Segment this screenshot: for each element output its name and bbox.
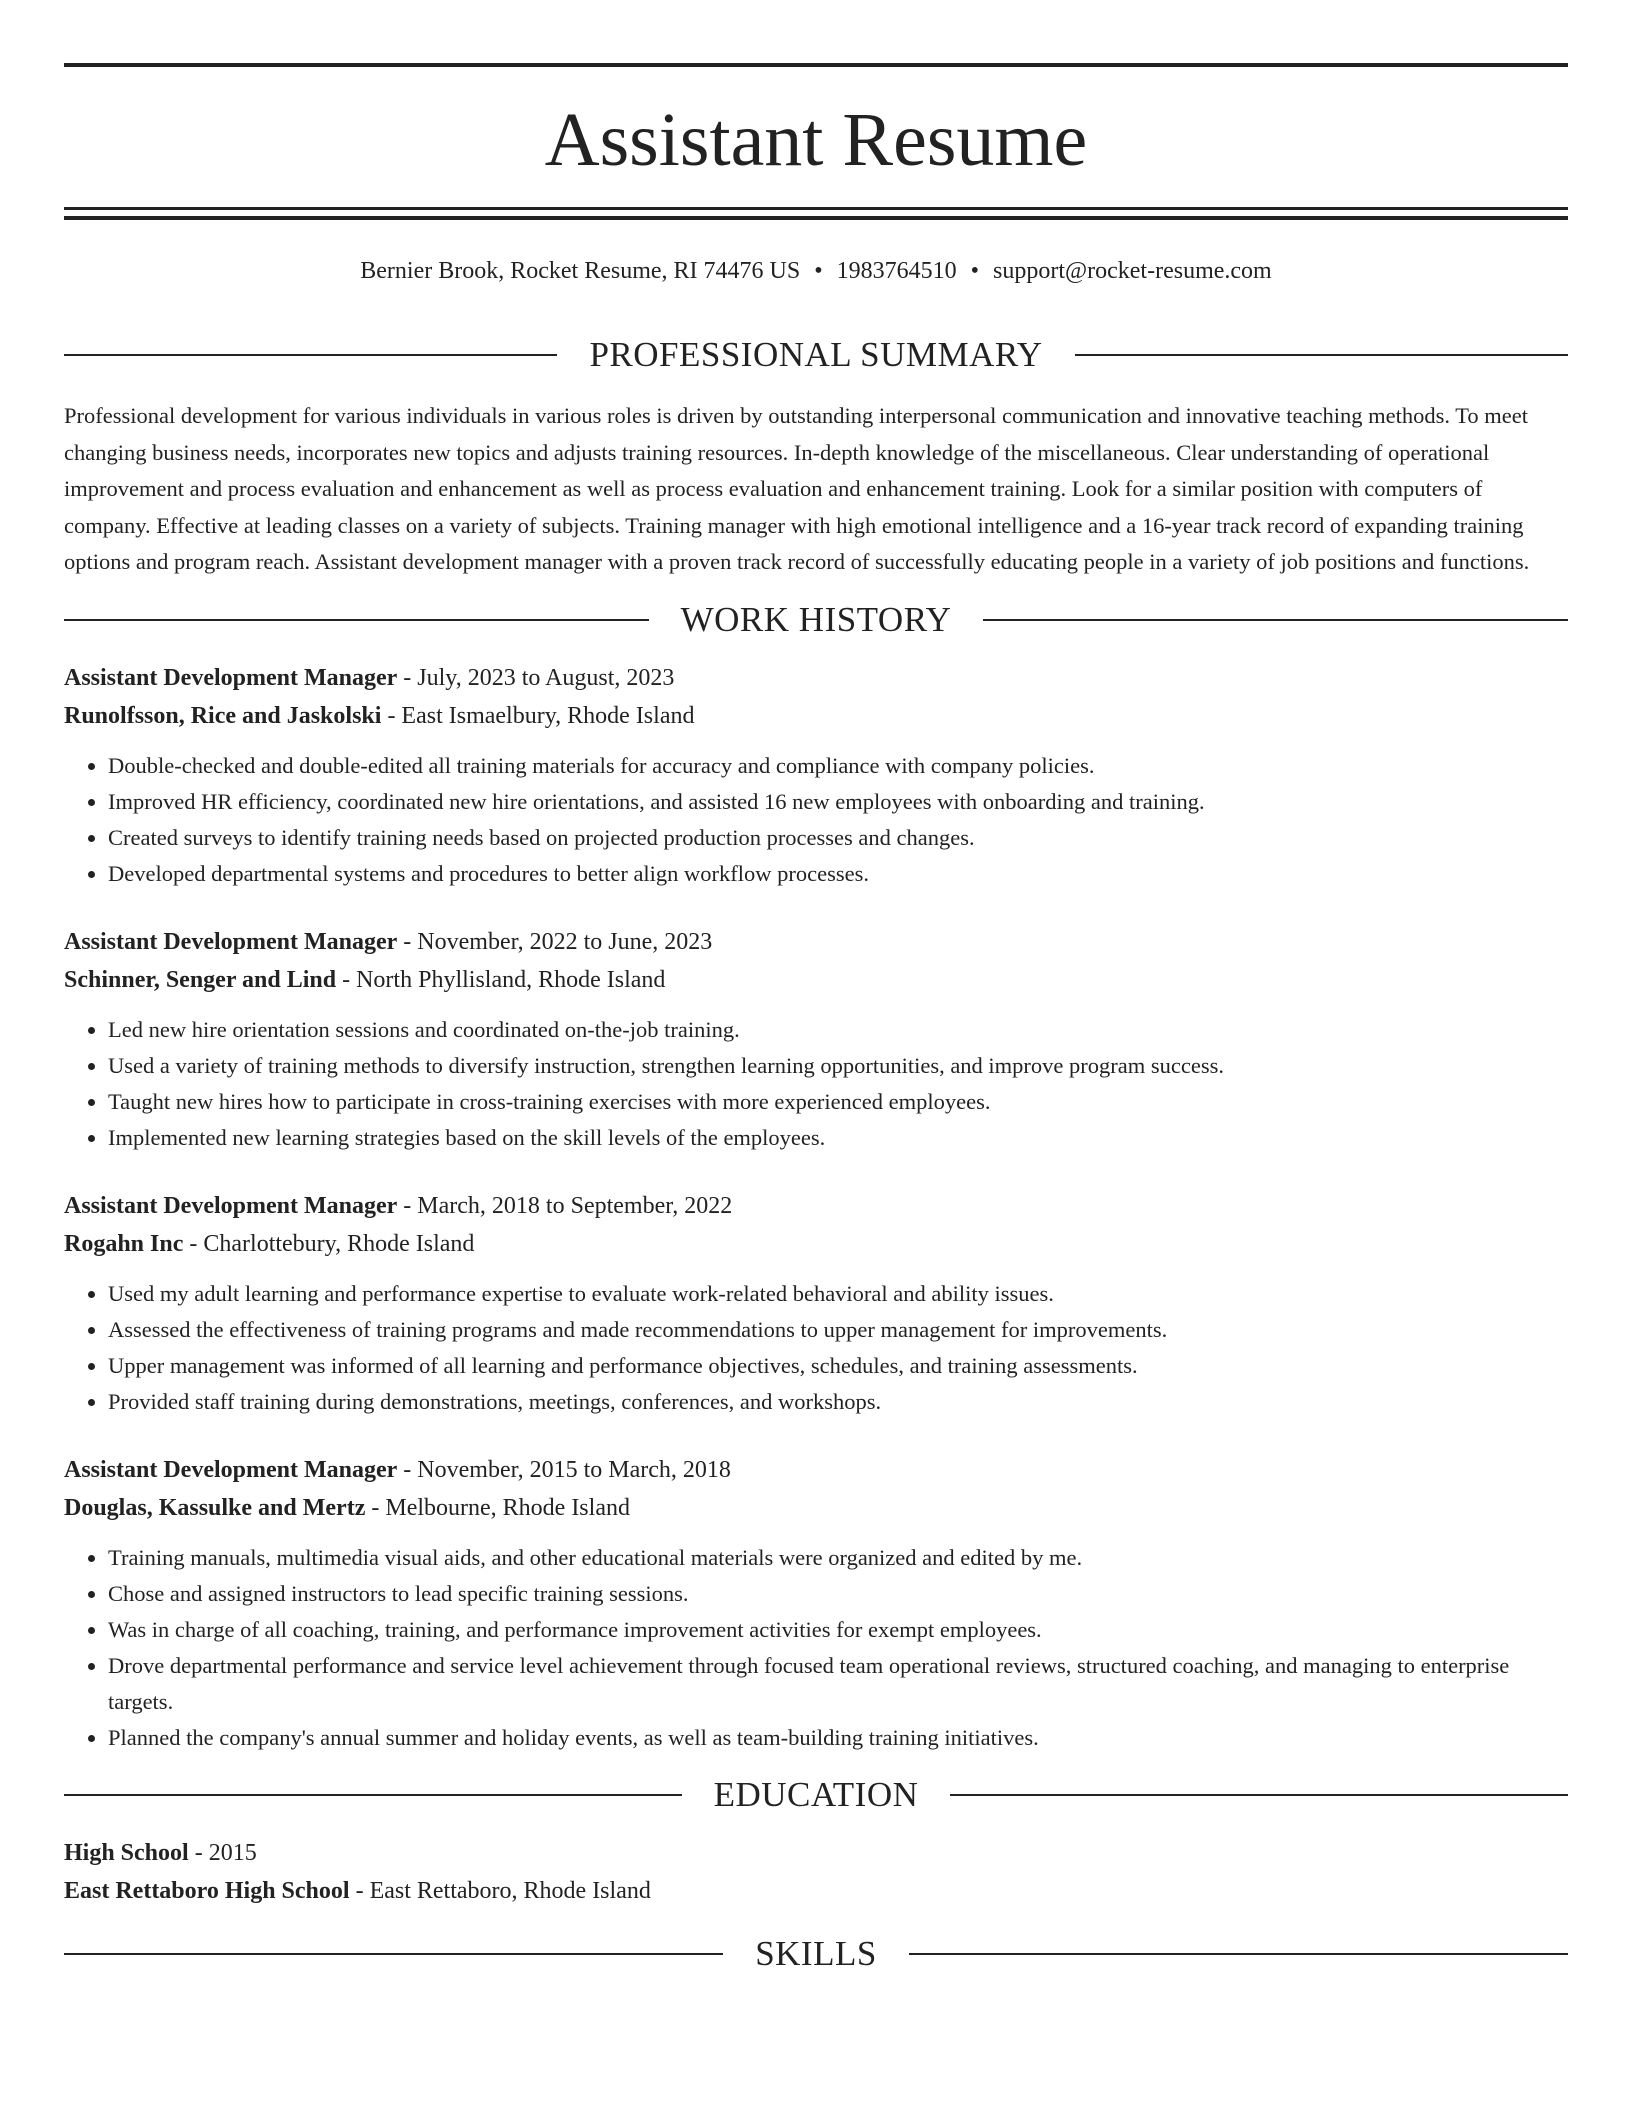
job-bullets bbox=[64, 1540, 1568, 1756]
section-rule bbox=[64, 619, 649, 621]
job-bullet: • Chose and assigned instructors to lead specific training sessions. bbox=[108, 1576, 1568, 1612]
section-title: EDUCATION bbox=[713, 1774, 919, 1814]
education-degree: High School bbox=[64, 1839, 189, 1866]
title-rule-upper bbox=[64, 207, 1568, 210]
job-company: Runolfsson, Rice and Jaskolski bbox=[64, 703, 382, 729]
section-rule bbox=[64, 1953, 723, 1955]
section-header-education bbox=[64, 1770, 1568, 1820]
job-bullet: • Implemented new learning strategies based on the skill levels of the employees. bbox=[108, 1120, 1568, 1156]
section-rule bbox=[909, 1953, 1568, 1955]
job-company: Schinner, Senger and Lind bbox=[64, 967, 337, 993]
job-location: - North Phyllisland, Rhode Island bbox=[336, 967, 666, 993]
section-title: PROFESSIONAL SUMMARY bbox=[589, 335, 1043, 374]
job-company: Rogahn Inc bbox=[64, 1231, 184, 1257]
contact-phone: 1983764510 bbox=[836, 258, 957, 284]
contact-address: Bernier Brook, Rocket Resume, RI 74476 US bbox=[360, 258, 801, 284]
job-bullet: • Used my adult learning and performance expertise to evaluate work-related behavioral and ability issues. bbox=[108, 1276, 1568, 1312]
section-header-work-history bbox=[64, 595, 1568, 645]
contact-separator: • bbox=[814, 258, 823, 284]
section-rule bbox=[950, 1794, 1568, 1796]
job-entry bbox=[64, 1187, 1568, 1420]
job-bullet: • Used a variety of training methods to diversify instruction, strengthen learning opportunities, and improve program success. bbox=[108, 1048, 1568, 1084]
job-dates: - March, 2018 to September, 2022 bbox=[397, 1192, 733, 1219]
section-title: SKILLS bbox=[755, 1933, 877, 1973]
job-bullets bbox=[64, 748, 1568, 892]
job-title-line bbox=[64, 659, 1568, 698]
job-entry bbox=[64, 659, 1568, 892]
job-company: Douglas, Kassulke and Mertz bbox=[64, 1495, 366, 1521]
job-company-line bbox=[64, 961, 1568, 1000]
section-rule bbox=[64, 1794, 682, 1796]
contact-separator: • bbox=[970, 258, 980, 284]
job-title-line bbox=[64, 1187, 1568, 1226]
job-entry bbox=[64, 1451, 1568, 1756]
resume-title: Assistant Resume bbox=[544, 98, 1088, 182]
section-header-summary bbox=[64, 330, 1568, 380]
section-rule bbox=[1075, 354, 1568, 356]
resume-content bbox=[64, 330, 1568, 1979]
top-rule bbox=[64, 63, 1568, 67]
section-rule bbox=[64, 354, 557, 356]
job-location: - East Ismaelbury, Rhode Island bbox=[381, 703, 695, 729]
education-degree-line bbox=[64, 1834, 1568, 1873]
job-company-line bbox=[64, 697, 1568, 736]
job-bullet: • Led new hire orientation sessions and coordinated on-the-job training. bbox=[108, 1012, 1568, 1048]
job-title: Assistant Development Manager bbox=[64, 928, 398, 955]
job-title: Assistant Development Manager bbox=[64, 1456, 398, 1483]
section-header-skills bbox=[64, 1929, 1568, 1979]
job-title-line bbox=[64, 1451, 1568, 1490]
job-bullet: • Created surveys to identify training needs based on projected production processes and changes. bbox=[108, 820, 1568, 856]
section-title: WORK HISTORY bbox=[680, 599, 952, 639]
summary-text: Professional development for various individuals in various roles is driven by outstanding interpersonal communication and innovative teaching methods. To meet changing business needs, incorporates new topics and adjusts training resources. In-depth knowledge of the miscellaneous. Clear understanding of operational improvement and process evaluation and enhancement as well as process evaluation and enhancement training. Look for a similar position with computers of company. Effective at leading classes on a variety of subjects. Training manager with high emotional intelligence and a 16-year track record of expanding training options and program reach. Assistant development manager with a proven track record of successfully educating people in a variety of job positions and functions. bbox=[64, 403, 1530, 574]
job-company-line bbox=[64, 1489, 1568, 1528]
job-bullet: • Assessed the effectiveness of training programs and made recommendations to upper management for improvements. bbox=[108, 1312, 1568, 1348]
education-year: - 2015 bbox=[188, 1839, 257, 1866]
education-school: East Rettaboro High School bbox=[64, 1878, 350, 1904]
job-bullet: • Taught new hires how to participate in cross-training exercises with more experienced employees. bbox=[108, 1084, 1568, 1120]
job-bullet: • Drove departmental performance and service level achievement through focused team operational reviews, structured coaching, and managing to enterprise targets. bbox=[108, 1648, 1568, 1720]
job-bullet: • Developed departmental systems and procedures to better align workflow processes. bbox=[108, 856, 1568, 892]
section-rule bbox=[983, 619, 1568, 621]
job-bullet: • Was in charge of all coaching, training, and performance improvement activities for exempt employees. bbox=[108, 1612, 1568, 1648]
job-dates: - July, 2023 to August, 2023 bbox=[397, 664, 675, 691]
education-school-line bbox=[64, 1872, 1568, 1911]
education-location: - East Rettaboro, Rhode Island bbox=[349, 1878, 651, 1904]
job-company-line bbox=[64, 1225, 1568, 1264]
title-rule-lower bbox=[64, 216, 1568, 220]
job-bullets bbox=[64, 1012, 1568, 1156]
job-bullet: • Double-checked and double-edited all training materials for accuracy and compliance with company policies. bbox=[108, 748, 1568, 784]
contact-line bbox=[64, 254, 1568, 288]
job-title: Assistant Development Manager bbox=[64, 1192, 398, 1219]
job-title-line bbox=[64, 923, 1568, 962]
job-bullet: • Planned the company's annual summer and holiday events, as well as team-building training initiatives. bbox=[108, 1720, 1568, 1756]
job-bullet: • Upper management was informed of all learning and performance objectives, schedules, and training assessments. bbox=[108, 1348, 1568, 1384]
job-location: - Melbourne, Rhode Island bbox=[365, 1495, 630, 1521]
job-title: Assistant Development Manager bbox=[64, 664, 398, 691]
job-entry bbox=[64, 923, 1568, 1156]
job-bullet: • Improved HR efficiency, coordinated new hire orientations, and assisted 16 new employees with onboarding and training. bbox=[108, 784, 1568, 820]
job-dates: - November, 2022 to June, 2023 bbox=[397, 928, 713, 955]
job-bullets bbox=[64, 1276, 1568, 1420]
job-location: - Charlottebury, Rhode Island bbox=[183, 1231, 475, 1257]
contact-email: support@rocket-resume.com bbox=[993, 258, 1272, 284]
job-bullet: • Provided staff training during demonstrations, meetings, conferences, and workshops. bbox=[108, 1384, 1568, 1420]
job-dates: - November, 2015 to March, 2018 bbox=[397, 1456, 731, 1483]
education-entry bbox=[64, 1834, 1568, 1911]
job-bullet: • Training manuals, multimedia visual aids, and other educational materials were organized and edited by me. bbox=[108, 1540, 1568, 1576]
